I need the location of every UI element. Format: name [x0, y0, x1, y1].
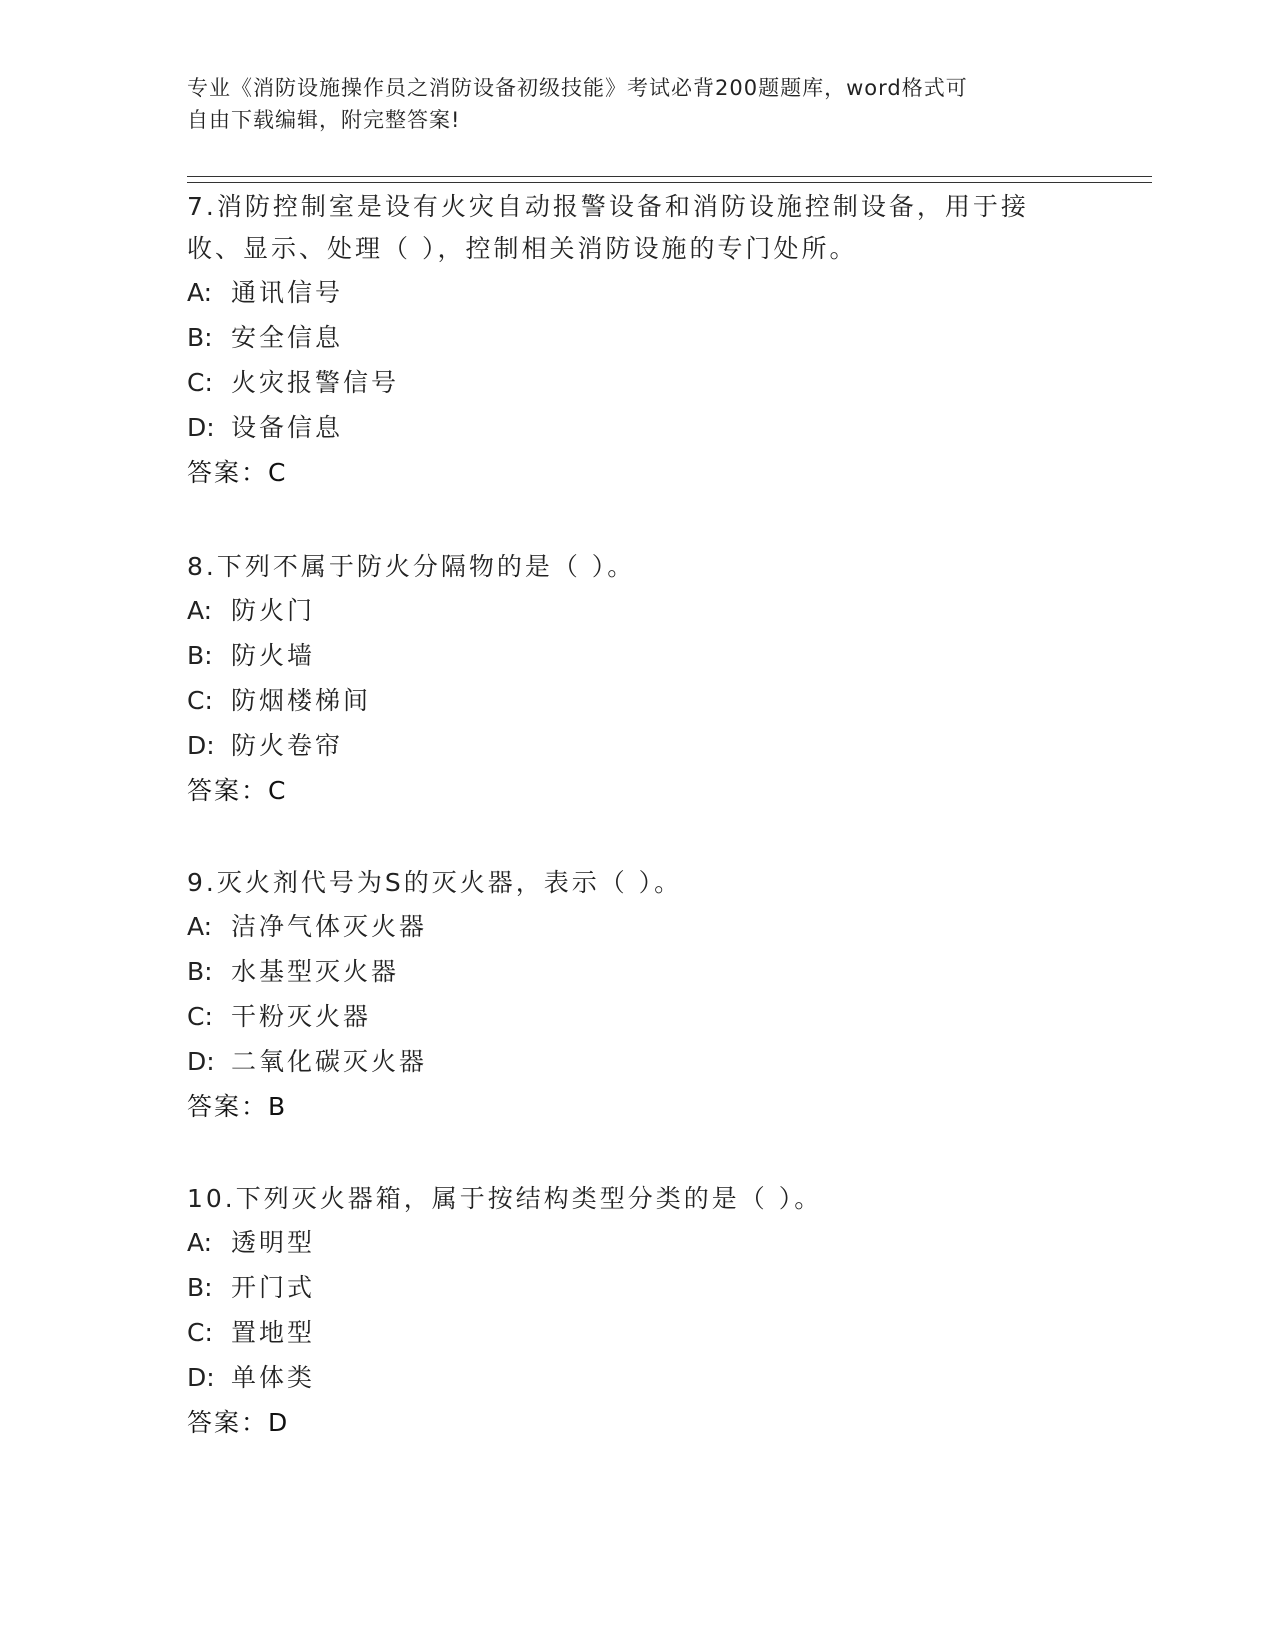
option-text: 防火门 [231, 596, 316, 625]
answer [187, 768, 1067, 814]
header-line-2: 自由下载编辑，附完整答案! [187, 108, 461, 132]
option-text: 开门式 [231, 1273, 316, 1302]
question-stem-line-2: 收、显示、处理（ ），控制相关消防设施的专门处所。 [187, 234, 858, 263]
option-c [187, 994, 1067, 1039]
header-line-1: 专业《消防设施操作员之消防设备初级技能》考试必背200题题库，word格式可 [187, 76, 968, 100]
option-d [187, 1355, 1067, 1400]
question-10 [187, 1178, 1067, 1446]
option-text: 洁净气体灭火器 [231, 912, 428, 941]
option-key: D: [187, 1363, 215, 1392]
question-stem [187, 1178, 1067, 1220]
answer-value: D [268, 1408, 289, 1437]
answer-label: 答案： [187, 458, 269, 487]
option-key: C: [187, 368, 213, 397]
option-text: 防火卷帘 [231, 731, 344, 760]
option-text: 干粉灭火器 [231, 1002, 372, 1031]
option-key: B: [187, 957, 213, 986]
option-b [187, 315, 1067, 360]
option-key: D: [187, 413, 215, 442]
answer [187, 450, 1067, 496]
option-a [187, 270, 1067, 315]
option-d [187, 405, 1067, 450]
option-key: C: [187, 1002, 213, 1031]
option-c [187, 360, 1067, 405]
option-key: B: [187, 323, 213, 352]
option-d [187, 723, 1067, 768]
option-key: B: [187, 641, 213, 670]
question-8 [187, 546, 1067, 814]
option-text: 通讯信号 [231, 278, 344, 307]
option-a [187, 904, 1067, 949]
option-text: 水基型灭火器 [231, 957, 400, 986]
question-stem [187, 186, 1067, 270]
question-stem-line-1: 10.下列灭火器箱，属于按结构类型分类的是（ ）。 [187, 1184, 823, 1213]
option-text: 火灾报警信号 [231, 368, 400, 397]
answer-value: C [268, 776, 287, 805]
option-text: 透明型 [231, 1228, 316, 1257]
option-key: D: [187, 1047, 215, 1076]
header-divider-top [187, 176, 1152, 177]
answer-value: B [268, 1092, 287, 1121]
question-stem [187, 862, 1067, 904]
option-key: C: [187, 1318, 213, 1347]
option-c [187, 1310, 1067, 1355]
answer-value: C [268, 458, 287, 487]
answer-label: 答案： [187, 1408, 269, 1437]
option-key: A: [187, 278, 213, 307]
option-text: 设备信息 [231, 413, 344, 442]
header-divider-bottom [187, 182, 1152, 183]
option-text: 防烟楼梯间 [231, 686, 372, 715]
option-key: C: [187, 686, 213, 715]
option-text: 防火墙 [231, 641, 316, 670]
answer-label: 答案： [187, 776, 269, 805]
option-text: 安全信息 [231, 323, 344, 352]
document-header [187, 72, 1067, 136]
answer [187, 1400, 1067, 1446]
question-9 [187, 862, 1067, 1130]
option-b [187, 633, 1067, 678]
option-c [187, 678, 1067, 723]
option-text: 置地型 [231, 1318, 316, 1347]
option-key: A: [187, 596, 213, 625]
question-stem-line-1: 8.下列不属于防火分隔物的是（ ）。 [187, 552, 636, 581]
option-key: B: [187, 1273, 213, 1302]
option-b [187, 949, 1067, 994]
option-a [187, 588, 1067, 633]
answer-label: 答案： [187, 1092, 269, 1121]
option-text: 二氧化碳灭火器 [231, 1047, 428, 1076]
option-b [187, 1265, 1067, 1310]
option-d [187, 1039, 1067, 1084]
option-key: A: [187, 1228, 213, 1257]
option-key: D: [187, 731, 215, 760]
option-a [187, 1220, 1067, 1265]
question-7 [187, 186, 1067, 496]
option-key: A: [187, 912, 213, 941]
question-stem [187, 546, 1067, 588]
question-stem-line-1: 9.灭火剂代号为S的灭火器，表示（ ）。 [187, 868, 683, 897]
question-stem-line-1: 7.消防控制室是设有火灾自动报警设备和消防设施控制设备，用于接 [187, 192, 1029, 221]
option-text: 单体类 [231, 1363, 316, 1392]
answer [187, 1084, 1067, 1130]
